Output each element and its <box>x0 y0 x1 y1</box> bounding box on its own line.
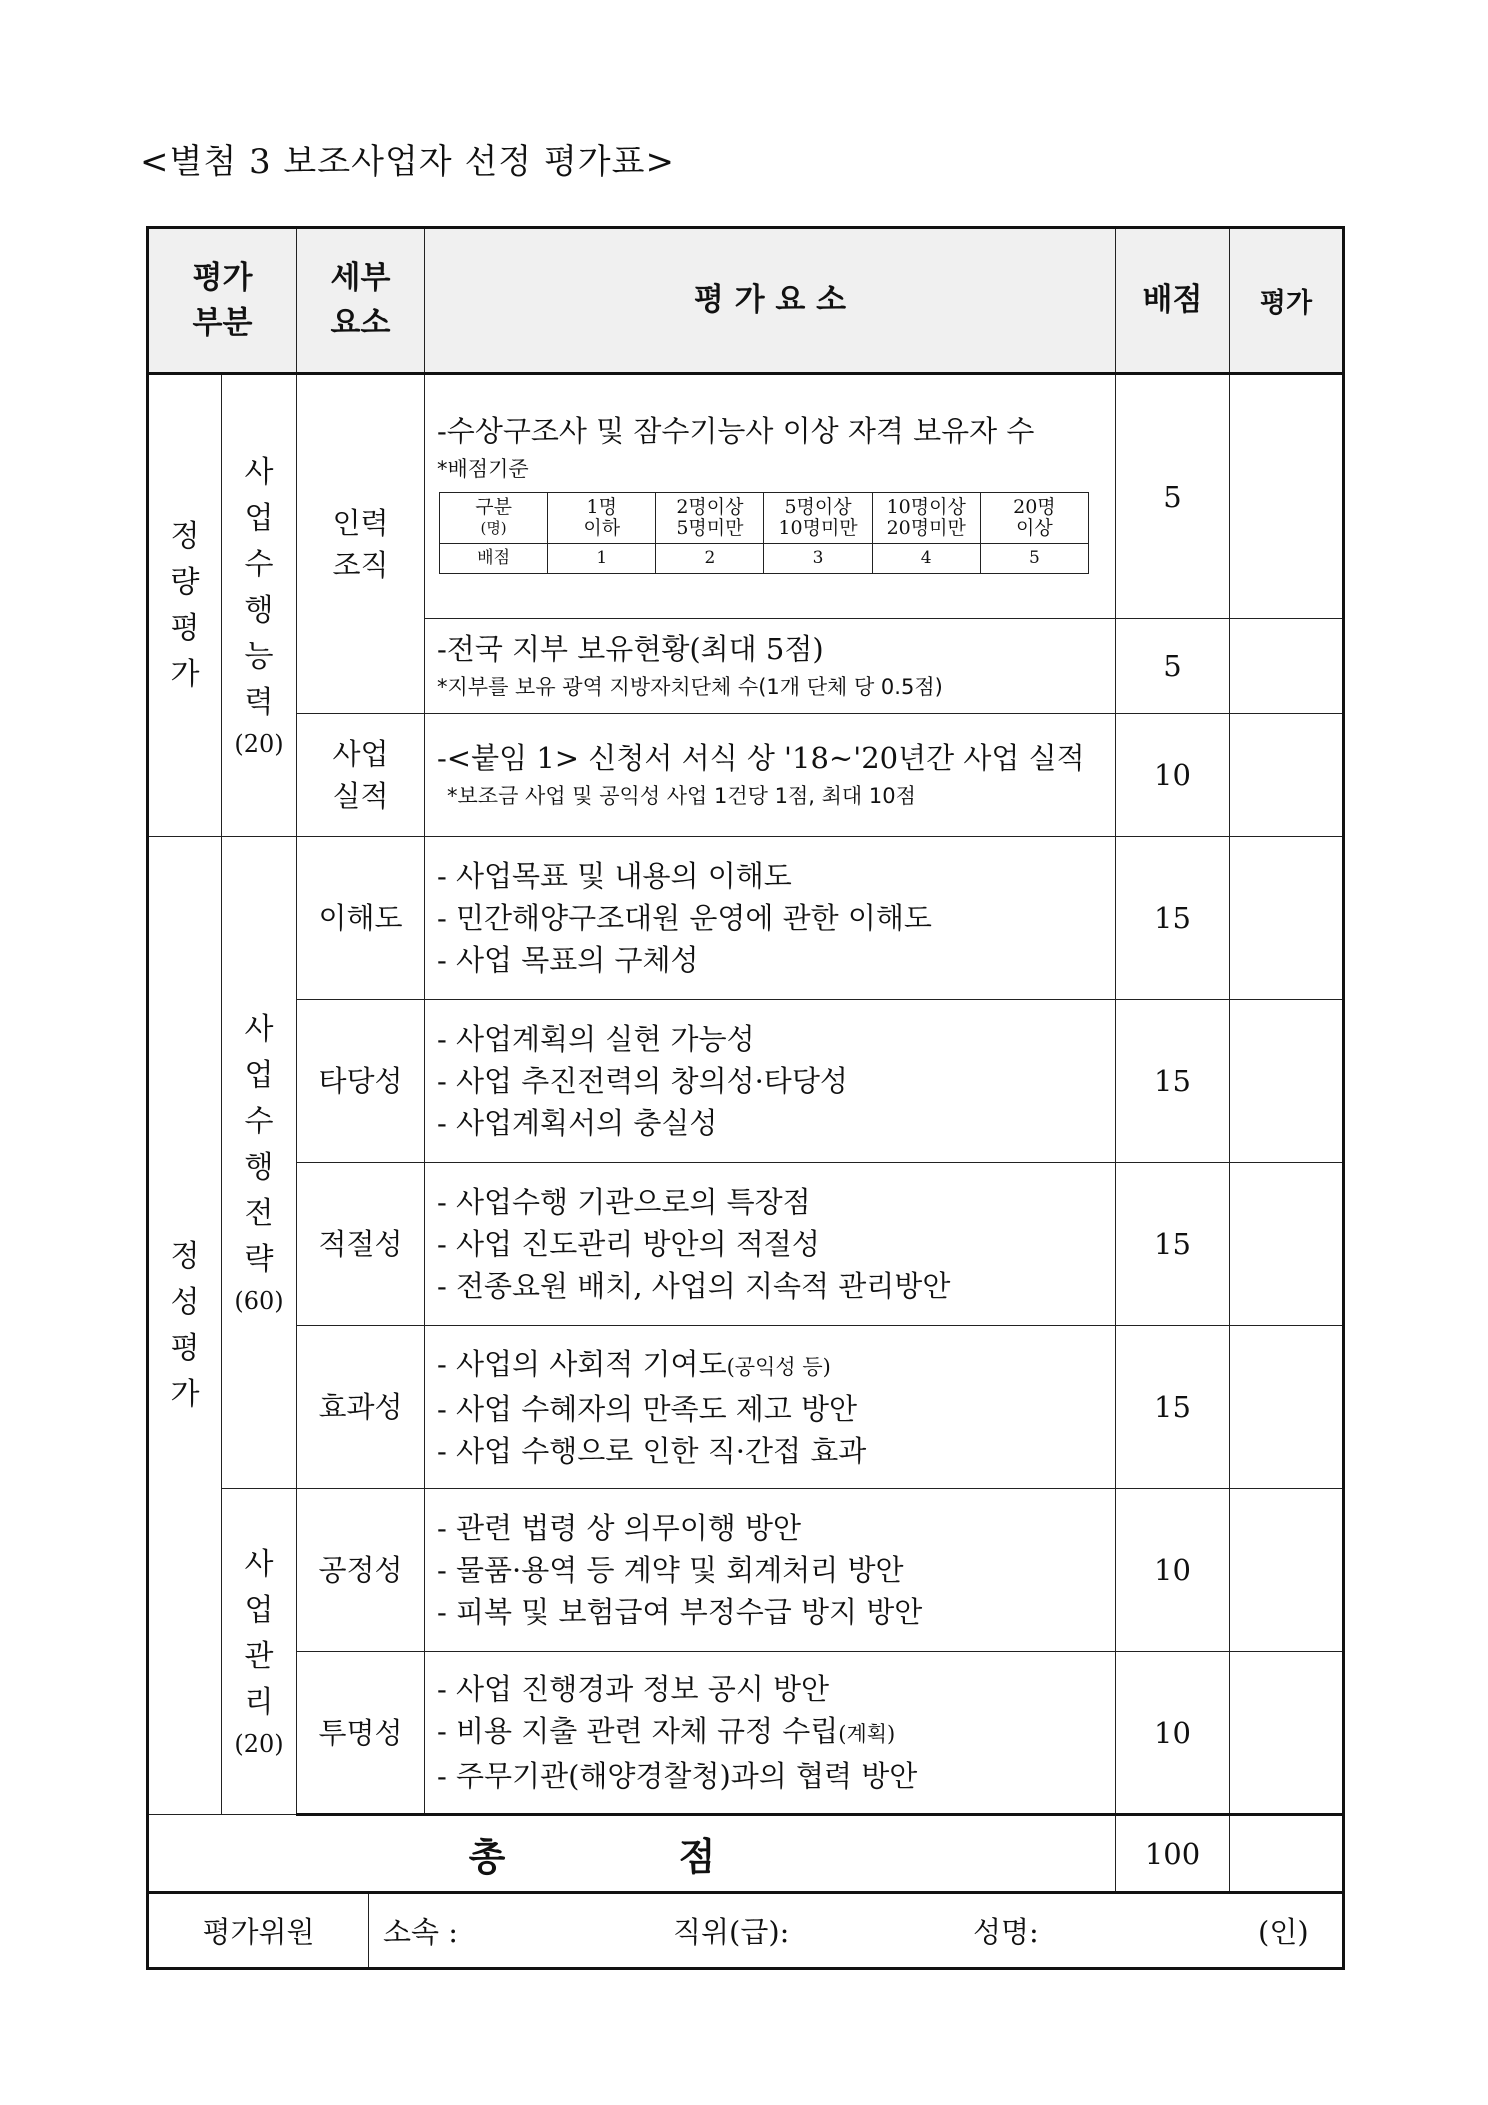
affiliation-field[interactable]: 소속 : <box>383 1915 459 1949</box>
score-effectiveness: 15 <box>1116 1326 1230 1489</box>
criteria-fairness: - 관련 법령 상 의무이행 방안 - 물품·용역 등 계약 및 회계처리 방안 - 피복 및 보험급여 부정수급 방지 방안 <box>425 1489 1116 1652</box>
eval-cell[interactable] <box>1230 619 1344 714</box>
scoring-value-cell: 5 <box>980 543 1088 573</box>
eval-cell[interactable] <box>1230 1163 1344 1326</box>
criteria-transparency: - 사업 진행경과 정보 공시 방안 - 비용 지출 관련 자체 규정 수립(계획) - 주무기관(해양경찰청)과의 협력 방안 <box>425 1652 1116 1815</box>
header-eval: 평가 <box>1230 228 1344 374</box>
scoring-value-cell: 2 <box>656 543 764 573</box>
eval-cell[interactable] <box>1230 1000 1344 1163</box>
sub-element-appropriateness: 적절성 <box>297 1163 425 1326</box>
eval-cell[interactable] <box>1230 714 1344 837</box>
strategy-sub-char: 사 <box>244 1011 274 1047</box>
qual-category-char: 정 <box>170 1238 200 1274</box>
strategy-sub: 사 업 수 행 전 략 (60) <box>222 837 297 1489</box>
scoring-head-cell: 5명이상 10명미만 <box>764 492 872 543</box>
total-label: 총 점 <box>148 1815 1116 1893</box>
scoring-head-cell: 1명 이하 <box>548 492 656 543</box>
strategy-sub-char: 전 <box>244 1195 274 1231</box>
header-part: 평가 부분 <box>148 228 297 374</box>
quant-category-char: 정 <box>170 518 200 554</box>
header-element: 평 가 요 소 <box>425 228 1116 374</box>
qual-category <box>148 837 222 1815</box>
position-field[interactable]: 직위(급): <box>673 1915 790 1949</box>
quant-sub-char: 능 <box>244 638 274 674</box>
scoring-head-cell: 구분 (명) <box>440 492 548 543</box>
scoring-head-cell: 20명 이상 <box>980 492 1088 543</box>
strategy-sub-char: 수 <box>244 1103 274 1139</box>
qual-category-char: 가 <box>170 1376 200 1412</box>
scoring-value-cell: 1 <box>548 543 656 573</box>
eval-cell[interactable] <box>1230 1652 1344 1815</box>
scoring-head-cell: 10명이상 20명미만 <box>872 492 980 543</box>
score-validity: 15 <box>1116 1000 1230 1163</box>
eval-cell[interactable] <box>1230 837 1344 1000</box>
quant-sub-char: 사 <box>244 454 274 490</box>
header-points: 배점 <box>1116 228 1230 374</box>
sub-element-validity: 타당성 <box>297 1000 425 1163</box>
criteria-hr-2: -전국 지부 보유현황(최대 5점) *지부를 보유 광역 지방자치단체 수(1개 단체 당 0.5점) <box>425 619 1116 714</box>
qual-category-char: 평 <box>170 1330 200 1366</box>
eval-cell[interactable] <box>1230 1489 1344 1652</box>
sub-element-transparency: 투명성 <box>297 1652 425 1815</box>
sub-element-understanding: 이해도 <box>297 837 425 1000</box>
scoring-value-cell: 4 <box>872 543 980 573</box>
signature-row <box>148 1893 1344 1969</box>
score-transparency: 10 <box>1116 1652 1230 1815</box>
total-eval-cell[interactable] <box>1230 1815 1344 1893</box>
document-title: <별첨 3 보조사업자 선정 평가표> <box>140 142 675 182</box>
sub-element-effectiveness: 효과성 <box>297 1326 425 1489</box>
strategy-sub-char: 업 <box>244 1057 274 1093</box>
quant-category <box>148 374 222 837</box>
quant-sub-char: 업 <box>244 500 274 536</box>
sub-element-perf: 사업 실적 <box>297 714 425 837</box>
management-sub-char: 리 <box>244 1684 274 1720</box>
strategy-sub-char: 행 <box>244 1149 274 1185</box>
eval-cell[interactable] <box>1230 1326 1344 1489</box>
quant-sub: 사 업 수 행 능 력 (20) <box>222 374 297 837</box>
management-sub-char: 사 <box>244 1546 274 1582</box>
management-sub: 사 업 관 리 (20) <box>222 1489 297 1815</box>
quant-category-char: 평 <box>170 610 200 646</box>
management-sub-char: 관 <box>244 1638 274 1674</box>
score-hr-2: 5 <box>1116 619 1230 714</box>
score-perf: 10 <box>1116 714 1230 837</box>
criteria-hr-1: -수상구조사 및 잠수기능사 이상 자격 보유자 수 *배점기준 구분 (명) 1명 이하 2명이상 5명미만 5명이상 10명미만 10명이상 20명미만 20명 이상 배점 1 2 3 4 5 <box>425 374 1116 619</box>
evaluation-table <box>146 226 1345 1970</box>
score-appropriateness: 15 <box>1116 1163 1230 1326</box>
seal-mark: (인) <box>1258 1915 1309 1949</box>
scoring-value-cell: 3 <box>764 543 872 573</box>
score-hr-1: 5 <box>1116 374 1230 619</box>
scoring-value-cell: 배점 <box>440 543 548 573</box>
sub-element-fairness: 공정성 <box>297 1489 425 1652</box>
score-fairness: 10 <box>1116 1489 1230 1652</box>
scoring-head-cell: 2명이상 5명미만 <box>656 492 764 543</box>
strategy-sub-char: 략 <box>244 1241 274 1277</box>
eval-cell[interactable] <box>1230 374 1344 619</box>
total-score: 100 <box>1116 1815 1230 1893</box>
sub-element-hr: 인력 조직 <box>297 374 425 714</box>
signature-role: 평가위원 <box>149 1894 369 1967</box>
criteria-validity: - 사업계획의 실현 가능성 - 사업 추진전력의 창의성·타당성 - 사업계획서의 충실성 <box>425 1000 1116 1163</box>
quant-sub-char: 수 <box>244 546 274 582</box>
criteria-perf: -<붙임 1> 신청서 서식 상 '18~'20년간 사업 실적 *보조금 사업 및 공익성 사업 1건당 1점, 최대 10점 <box>425 714 1116 837</box>
name-field[interactable]: 성명: <box>973 1915 1039 1949</box>
quant-category-char: 량 <box>170 564 200 600</box>
qual-category-char: 성 <box>170 1284 200 1320</box>
quant-category-char: 가 <box>170 656 200 692</box>
criteria-effectiveness: - 사업의 사회적 기여도(공익성 등) - 사업 수혜자의 만족도 제고 방안 - 사업 수행으로 인한 직·간접 효과 <box>425 1326 1116 1489</box>
header-detail: 세부 요소 <box>297 228 425 374</box>
quant-sub-char: 력 <box>244 684 274 720</box>
quant-sub-char: 행 <box>244 592 274 628</box>
criteria-appropriateness: - 사업수행 기관으로의 특장점 - 사업 진도관리 방안의 적절성 - 전종요원 배치, 사업의 지속적 관리방안 <box>425 1163 1116 1326</box>
criteria-understanding: - 사업목표 및 내용의 이해도 - 민간해양구조대원 운영에 관한 이해도 - 사업 목표의 구체성 <box>425 837 1116 1000</box>
scoring-table <box>439 492 1089 574</box>
score-understanding: 15 <box>1116 837 1230 1000</box>
management-sub-char: 업 <box>244 1592 274 1628</box>
